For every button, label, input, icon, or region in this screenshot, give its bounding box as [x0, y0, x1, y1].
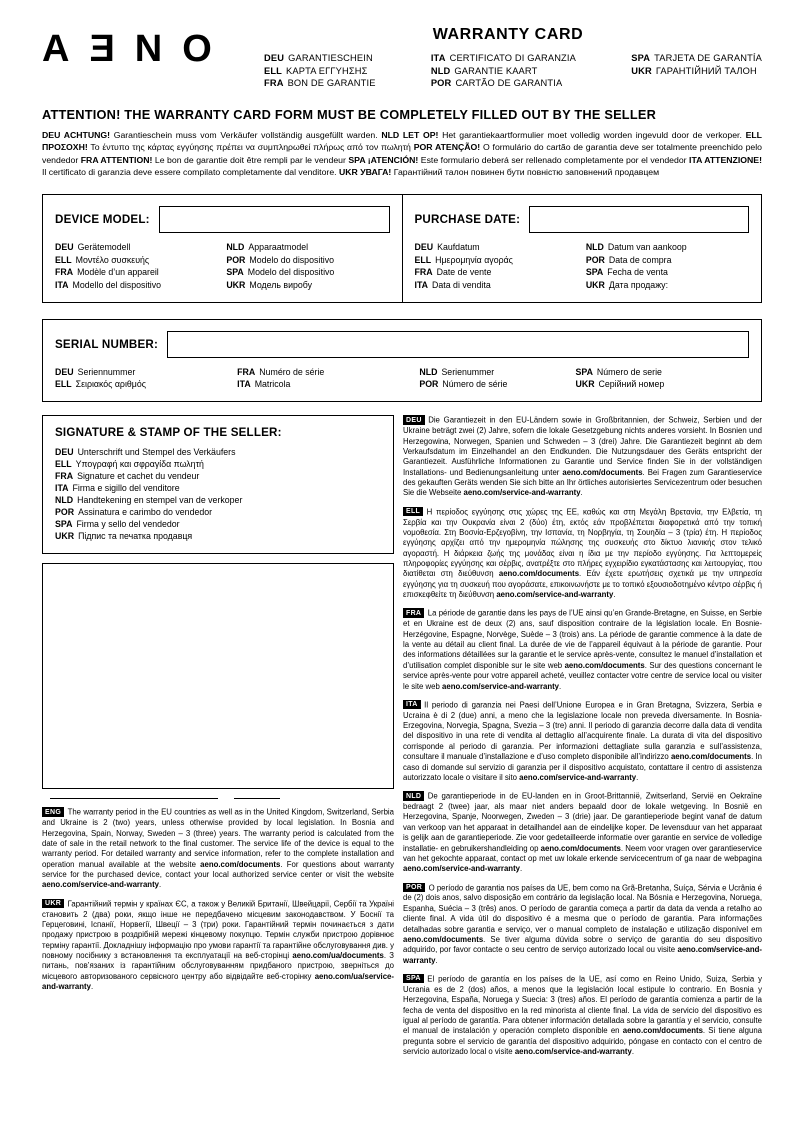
warranty-text: Die Garantiezeit in den EU-Ländern sowie in Großbritannien, der Schweiz, Serbien und der Ukraine beträgt zwei (2) Jahre, sofern die lokale Gesetzgebung nichts anderes vorsieht. In Bosnien und Herzegowina, Norwegen, Spanien und Schweden – 3 (drei) Jahre. Die Garantiezeit beginnt ab dem Verkaufsdatum im Einzelhandel an den Endkunden. Die Nutzungsdauer des Geräts entspricht der Garantiezeit. Ausführliche Informationen zu Garantie und Service finden Sie in der vollständigen Installations- und Bedienungsanleitung unter aeno.com/documents. Bei Fragen zum Garantieservice des gekauften Geräts wenden Sie sich bitte an Ihr örtliches autorisiertes Servicezentrum oder besuchen Sie die Webseite aeno.com/service-and-warranty.: [403, 415, 762, 498]
field-translation: [415, 255, 586, 265]
translation-label: Date de vente: [436, 267, 492, 278]
translation-label: Σειριακός αριθμός: [75, 379, 146, 390]
translation-label: Modelo do dispositivo: [249, 254, 335, 265]
translation-label: ΚΑΡΤΑ ΕΓΓΥΗΣΗΣ: [286, 65, 368, 76]
language-code: FRA: [55, 267, 74, 278]
field-translation: [575, 367, 749, 377]
device-model-input[interactable]: [159, 206, 390, 233]
title-translations: [254, 53, 762, 88]
attention-segment-text: Het garantiekaartformulier moet volledig worden ingevuld door de verkoper.: [442, 130, 742, 140]
device-purchase-section: [42, 194, 762, 303]
language-code: FRA: [414, 267, 433, 278]
device-model-translations: [55, 242, 390, 290]
title-translation: [431, 66, 576, 76]
language-code: DEU: [55, 242, 74, 253]
language-code: ITA: [55, 279, 69, 290]
attention-segment-text: Le bon de garantie doit être rempli par le vendeur: [154, 154, 346, 165]
language-code: NLD: [419, 366, 438, 377]
language-code: POR: [430, 78, 452, 88]
translation-label: Modelo del dispositivo: [247, 267, 335, 278]
language-code: NLD LET OP!: [381, 130, 439, 140]
title-translation: [431, 53, 576, 63]
link-text: aeno.com/documents: [670, 752, 752, 762]
translation-label: Firma e sigillo del venditore: [72, 483, 180, 494]
language-tag: ELL: [403, 507, 423, 517]
language-code: POR: [419, 379, 439, 390]
date-line: [234, 798, 280, 799]
language-tag: DEU: [403, 415, 425, 425]
language-code: NLD: [226, 242, 245, 253]
link-text: aeno.com/service-and-warranty: [463, 488, 581, 498]
device-model-label: DEVICE MODEL:: [55, 213, 150, 227]
language-code: POR: [226, 254, 246, 265]
translation-label: Signature et cachet du vendeur: [77, 471, 200, 482]
purchase-date-block: [403, 195, 762, 302]
field-translation: [575, 379, 749, 389]
warranty-text: The warranty period in the EU countries as well as in the United Kingdom, Switzerland, Serbia and Ukraine is 2 (two) years, unless otherwise provided by local legislation. In Bosnia and Herzegovina, Spain, Norway, Sweden – 3 (three) years. The warranty period is calculated from the date of sale in the retail network to the final customer. The service life of the device is equal to the warranty period. For detailed warranty and service information, refer to the complete installation and operation manual available at the website aeno.com/documents. For questions about warranty service for the purchased device, contact your local authorized service center or visit the website aeno.com/service-and-warranty.: [42, 807, 394, 890]
purchase-date-input[interactable]: [529, 206, 749, 233]
language-code: DEU: [55, 447, 74, 458]
field-translation: [419, 379, 575, 389]
attention-segment-text: Il certificato di garanzia deve essere compilato completamente dal venditore.: [42, 167, 337, 178]
language-code: POR: [585, 254, 605, 265]
language-code: POR ATENÇÃO!: [413, 142, 481, 153]
warranty-text: El período de garantía en los países de la UE, así como en Reino Unido, Suiza, Serbia y Ucrania es de 2 (dos) años, a menos que la legislación local estipule lo contrario. En Bosnia y Herzegovina, España, Noruega y Suecia: 3 (tres) años. El período de garantía comienza a partir de la fecha de venta del dispositivo en la red minorista al cliente final. La vida de servicio del dispositivo es igual al período de garantía. Para obtener información detallada sobre la garantía y el servicio, consulte el manual de instalación y operación completo disponible en aeno.com/documents. Si tiene alguna pregunta sobre el servicio de garantía del dispositivo adquirido, póngase en contacto con el centro de servicio autorizado local o visite aeno.com/service-and-warranty.: [403, 974, 763, 1056]
language-tag: POR: [403, 883, 425, 893]
serial-number-input[interactable]: [167, 331, 749, 358]
signature-translations: [55, 447, 381, 541]
language-code: ITA: [430, 53, 446, 63]
title-translations-col1: [264, 53, 376, 88]
translation-label: ГАРАНТІЙНИЙ ТАЛОН: [655, 65, 757, 76]
link-text: aeno.com/documents: [622, 1026, 703, 1036]
signature-stamp-area[interactable]: [42, 563, 394, 789]
field-translation: [415, 267, 586, 277]
title-translations-col3: [631, 53, 762, 88]
attention-segment-text: O formulário do cartão de garantia deve ser totalmente preenchido pelo vendedor: [42, 142, 762, 165]
language-code: SPA: [575, 366, 593, 377]
field-translation: [586, 267, 749, 277]
translation-label: Matricola: [254, 379, 291, 390]
attention-segment: [42, 130, 381, 140]
link-text: aeno.com/service-and-warranty: [403, 864, 520, 874]
field-translation: [55, 483, 381, 493]
language-code: SPA: [585, 267, 604, 278]
field-translation: [55, 531, 381, 541]
warranty-paragraph: [403, 608, 762, 691]
language-code: UKR: [575, 379, 595, 390]
language-code: ELL: [264, 65, 283, 76]
field-translation: [55, 507, 381, 517]
link-text: aeno.com/documents: [540, 843, 621, 853]
translation-label: Data de compra: [608, 254, 672, 265]
attention-segment-text: Гарантійний талон повинен бути повністю заповнений продавцем: [393, 167, 660, 178]
translation-label: Підпис та печатка продавця: [78, 531, 193, 542]
link-text: aeno.com/service-and-warranty: [403, 945, 762, 965]
translation-label: Μοντέλο συσκευής: [75, 254, 150, 265]
language-code: DEU ACHTUNG!: [42, 130, 111, 140]
field-translation: [586, 242, 749, 252]
warranty-text: Гарантійний термін у країнах ЄС, а також у Великій Британії, Швейцарії, Сербії та Україні становить 2 (два) роки, якщо інше не передбачено місцевим законодавством. У Боснії та Герцеговині, Іспанії, Норвегії, Швеції – 3 (три) роки. Гарантійний термін починається з дати продажу пристрою в роздрібній мережі кінцевому покупцю. Термін служби пристрою дорівнює терміну гарантії. Докладнішу інформацію про умови гарантії та гарантійне обслуговування див. у повному посібнику з встановлення та експлуатації на веб-сторінці aeno.com/ua/documents. З питань, пов’язаних із гарантійним обслуговуванням придбаного пристрою, зверніться до місцевого авторизованого сервісного центру або відвідайте веб-сторінку aeno.com/ua/service-and-warranty.: [42, 899, 395, 992]
language-code: NLD: [585, 242, 604, 253]
translation-label: Data di vendita: [432, 279, 491, 290]
link-text: aeno.com/documents: [498, 569, 580, 579]
translation-label: Fecha de venta: [607, 267, 668, 278]
warranty-text: O período de garantia nos países da UE, bem como na Grã-Bretanha, Suíça, Sérvia e Ucrânia é de (2) dois anos, salvo disposição em contrário da legislação local. Na Bósnia e Herzegovina, Noruega, Espanha, Suécia – 3 (três) anos. O período de garantia começa a partir da data da venda a retalho ao cliente final. A vida útil do dispositivo é a mesma que o período de garantia. Para informações detalhadas sobre garantia e serviço, ver o manual completo de instalação e utilização disponível em aeno.com/documents. Se tiver alguma dúvida sobre o serviço de garantia do seu dispositivo adquirido, por favor contacte o seu centro de serviço autorizado local ou visite aeno.com/service-and-warranty.: [403, 883, 762, 965]
warranty-text: La période de garantie dans les pays de l’UE ainsi qu’en Grande-Bretagne, en Suisse, en Serbie et en Ukraine est de deux (2) ans, sauf disposition contraire de la législation locale. En Bosnie-Herzégovine, Espagne, Norvège, Suède – 3 (trois) ans. La période de garantie commence à la date de la vente au détail au client final. La durée de vie de l’appareil équivaut à la période de garantie. Pour des informations détaillées sur la garantie et le service après-vente, consultez le manuel d’installation et d’utilisation complet disponible sur le site web aeno.com/documents. Sur des questions concernant le service après-vente pour votre appareil acheté, veuillez contacter votre centre de service local ou visiter le site web aeno.com/service-and-warranty.: [403, 608, 762, 691]
field-translation: [586, 255, 749, 265]
link-text: aeno.com/service-and-warranty: [42, 880, 159, 890]
language-code: SPA: [55, 519, 73, 530]
language-code: ITA: [55, 483, 69, 494]
translation-label: Модель виробу: [249, 279, 313, 290]
translation-label: Numéro de série: [259, 366, 325, 377]
left-column: [42, 415, 394, 992]
translation-label: Serienummer: [441, 366, 495, 377]
translation-label: Apparaatmodel: [248, 242, 309, 253]
document-title: WARRANTY CARD: [432, 26, 584, 43]
field-translation: [586, 280, 749, 290]
language-code: ELL: [55, 459, 72, 470]
language-code: FRA: [55, 471, 74, 482]
field-translation: [55, 242, 226, 252]
translation-label: Modèle d’un appareil: [77, 267, 159, 278]
translation-label: Unterschrift und Stempel des Verkäufers: [77, 447, 236, 458]
field-translation: [237, 367, 419, 377]
field-translation: [55, 367, 237, 377]
field-translation: [55, 459, 381, 469]
language-code: FRA: [237, 366, 256, 377]
field-translation: [419, 367, 575, 377]
signature-line: [50, 798, 218, 799]
language-code: ELL: [414, 254, 432, 265]
translation-label: Серійний номер: [598, 379, 665, 390]
serial-number-label: SERIAL NUMBER:: [55, 337, 159, 351]
purchase-date-field-row: [415, 206, 750, 233]
link-text: aeno.com/service-and-warranty: [496, 590, 614, 600]
field-translation: [55, 447, 381, 457]
header-right: [254, 26, 762, 88]
signature-section: [42, 415, 394, 554]
language-code: ITA ATTENZIONE!: [689, 154, 762, 165]
field-translation: [226, 255, 389, 265]
serial-number-field-row: [55, 331, 749, 358]
warranty-text: Il periodo di garanzia nei Paesi dell’Unione Europea e in Gran Bretagna, Svizzera, Serbia e Ucraina è di 2 (due) anni, a meno che la legislazione locale non preveda diversamente. In Bosnia-Erzegovina, Norvegia, Spagna, Svezia – 3 (tre) anni. Il periodo di garanzia decorre dalla data di vendita del dispositivo in una rete di vendita al dettaglio all’acquirente finale. La durata di vita del dispositivo corrisponde al periodo di garanzia. Per informazioni dettagliate sulla garanzia e sull’assistenza, consultare il manuale d’installazione e d’uso completo disponibile all’indirizzo aeno.com/documents. In caso di domande sul servizio di garanzia per il dispositivo acquistato, contattare il centro di assistenza autorizzato locale o visitare il sito aeno.com/service-and-warranty.: [403, 700, 762, 782]
field-translation: [55, 519, 381, 529]
title-translations-col2: [431, 53, 576, 88]
translation-label: TARJETA DE GARANTÍA: [654, 53, 762, 63]
language-code: ELL ΠΡΟΣΟΧΗ!: [42, 130, 762, 153]
language-tag: SPA: [403, 974, 424, 984]
language-code: DEU: [264, 53, 285, 63]
field-translation: [55, 255, 226, 265]
link-text: aeno.com/service-and-warranty: [442, 681, 560, 691]
language-code: ELL: [55, 379, 72, 390]
warranty-paragraph: [403, 507, 762, 601]
translation-label: Υπογραφή και σφραγίδα πωλητή: [75, 459, 204, 470]
attention-segment: [348, 155, 689, 165]
warranty-paragraph: [403, 883, 762, 966]
field-translation: [55, 379, 237, 389]
link-text: aeno.com/documents: [564, 660, 645, 670]
purchase-date-translations: [415, 242, 750, 290]
warranty-text: De garantieperiode in de EU-landen en in Groot-Brittannië, Zwitserland, Servië en Oekraïne bedraagt 2 (twee) jaar, als maar niet anders bepaald door de lokale wetgeving. In Bosnië en Herzegovina, Spanje, Noorwegen, Zweden – 3 (drie) jaar. De garantieperiode begint vanaf de datum van verkoop van het apparaat in detailhandel aan de eindelijke koper. De levensduur van het apparaat is gelijk aan de garantieperiode. Zie voor gedetailleerde informatie over garantie en service de volledige installatie- en gebruikershandleiding op aeno.com/documents. Neem voor vragen over garantieservice van het gekochte apparaat, contact op met uw lokale erkende servicecentrum of ga naar de webpagina aeno.com/service-and-warranty.: [403, 791, 763, 874]
signature-title: SIGNATURE & STAMP OF THE SELLER:: [55, 426, 282, 440]
language-tag: UKR: [42, 899, 64, 909]
translation-label: Assinatura e carimbo do vendedor: [78, 507, 213, 518]
language-code: SPA: [226, 267, 244, 278]
field-translation: [226, 267, 389, 277]
language-tag: NLD: [403, 791, 424, 801]
translation-label: BON DE GARANTIE: [287, 78, 376, 88]
field-translation: [415, 280, 586, 290]
language-code: UKR: [631, 65, 652, 76]
attention-segment: [339, 167, 659, 177]
language-code: SPA: [631, 53, 651, 63]
title-translation: [631, 66, 762, 76]
translation-label: CERTIFICATO DI GARANZIA: [449, 53, 576, 63]
serial-number-section: [42, 319, 762, 403]
header: [42, 26, 762, 88]
link-text: aeno.com/ua/service-and-warranty: [42, 971, 394, 992]
translation-label: Gerätemodell: [77, 242, 131, 253]
translation-label: Número de série: [442, 379, 508, 390]
translation-label: CARTÃO DE GARANTIA: [455, 78, 563, 88]
title-translation: [264, 78, 376, 88]
field-translation: [226, 242, 389, 252]
attention-segment-text: Este formulario deberá ser rellenado completamente por el vendedor: [420, 154, 687, 165]
language-tag: FRA: [403, 608, 424, 618]
link-text: aeno.com/documents: [200, 859, 281, 869]
device-model-block: [43, 195, 403, 302]
translation-label: Número de serie: [596, 366, 662, 377]
language-code: FRA ATTENTION!: [80, 154, 153, 165]
language-code: UKR: [585, 279, 605, 290]
title-translation: [264, 53, 376, 63]
signature-lines: [50, 798, 386, 799]
language-code: DEU: [55, 366, 74, 377]
language-code: FRA: [264, 78, 284, 88]
device-model-field-row: [55, 206, 390, 233]
attention-segment-text: Το έντυπο της κάρτας εγγύησης πρέπει να συμπληρωθεί πλήρως από τον πωλητή: [90, 142, 411, 153]
field-translation: [55, 495, 381, 505]
translation-label: Datum van aankoop: [607, 242, 687, 253]
warranty-paragraph: [403, 415, 762, 498]
translation-label: Ημερομηνία αγοράς: [435, 254, 513, 265]
link-text: aeno.com/service-and-warranty: [519, 772, 637, 782]
warranty-paragraph: [403, 974, 762, 1057]
translation-label: Kaufdatum: [437, 242, 480, 253]
serial-number-translations: [55, 367, 749, 390]
language-code: ELL: [55, 254, 72, 265]
language-tag: ITA: [403, 700, 421, 710]
link-text: aeno.com/service-and-warranty: [514, 1047, 632, 1056]
link-text: aeno.com/documents: [403, 934, 484, 944]
language-code: ITA: [237, 379, 251, 390]
attention-segment-text: Garantieschein muss vom Verkäufer vollständig ausgefüllt warden.: [113, 130, 378, 140]
aeno-logo: AƎNO: [42, 28, 232, 70]
link-text: aeno.com/ua/documents: [292, 951, 384, 961]
language-code: ITA: [414, 279, 429, 290]
field-translation: [415, 242, 586, 252]
language-code: DEU: [414, 242, 434, 253]
translation-label: GARANTIESCHEIN: [288, 53, 373, 63]
field-translation: [237, 379, 419, 389]
right-column: [403, 415, 762, 1065]
field-translation: [226, 280, 389, 290]
language-code: NLD: [55, 495, 74, 506]
translation-label: Seriennummer: [77, 366, 136, 377]
warranty-text: Η περίοδος εγγύησης στις χώρες της ΕΕ, καθώς και στη Μεγάλη Βρετανία, την Ελβετία, τη Σερβία και την Ουκρανία είναι 2 (δύο) έτη, εκτός εάν προβλέπεται διαφορετικά από την τοπική νομοθεσία. Στη Βοσνία-Ερζεγοβίνη, την Ισπανία, τη Νορβηγία, τη Σουηδία – 3 (τρία) έτη. Η περίοδος εγγύησης αρχίζει από την ημερομηνία πώλησης της συσκευής στο δίκτυο λιανικής στον τελικό αγοραστή. Η διάρκεια ζωής της μονάδας είναι η ίδια με την περίοδο εγγύησης. Για λεπτομερείς πληροφορίες εγγύησης και σέρβις, ανατρέξτε στο πλήρες εγχειρίδιο εγκατάστασης και λειτουργίας, που διατίθεται στη διεύθυνση aeno.com/documents. Εάν έχετε ερωτήσεις σχετικά με την υπηρεσία εγγύησης για τη συσκευή που αγοράσατε, επικοινωνήστε με το τοπικό εξουσιοδοτημένο κέντρο σέρβις ή επισκεφθείτε τη διεύθυνση aeno.com/service-and-warranty.: [403, 507, 762, 600]
translation-label: Firma y sello del vendedor: [76, 519, 180, 530]
language-code: NLD: [430, 65, 451, 76]
field-translation: [55, 471, 381, 481]
language-code: UKR: [226, 279, 246, 290]
translation-label: Handtekening en stempel van de verkoper: [77, 495, 243, 506]
warranty-paragraph: [42, 807, 394, 890]
translation-label: Modello del dispositivo: [72, 279, 162, 290]
language-code: POR: [55, 507, 75, 518]
attention-segment: [81, 155, 349, 165]
bottom-section: [42, 415, 762, 1065]
left-warranty-paragraphs: [42, 807, 394, 992]
title-translation: [631, 53, 762, 63]
field-translation: [55, 267, 226, 277]
warranty-paragraph: [403, 791, 762, 874]
attention-segment: [381, 130, 745, 140]
warranty-paragraph: [42, 899, 394, 993]
title-translation: [431, 78, 576, 88]
translation-label: Дата продажу:: [608, 279, 669, 290]
field-translation: [55, 280, 226, 290]
language-code: UKR: [55, 531, 75, 542]
attention-paragraph: [42, 129, 762, 178]
language-tag: ENG: [42, 807, 64, 817]
language-code: SPA ¡ATENCIÓN!: [348, 154, 419, 165]
link-text: aeno.com/documents: [562, 467, 643, 477]
title-translation: [264, 66, 376, 76]
attention-headline: ATTENTION! THE WARRANTY CARD FORM MUST BE COMPLETELY FILLED OUT BY THE SELLER: [42, 107, 657, 122]
translation-label: GARANTIE KAART: [454, 65, 538, 76]
purchase-date-label: PURCHASE DATE:: [414, 213, 521, 227]
warranty-paragraph: [403, 700, 762, 783]
language-code: UKR УВАГА!: [339, 167, 392, 178]
